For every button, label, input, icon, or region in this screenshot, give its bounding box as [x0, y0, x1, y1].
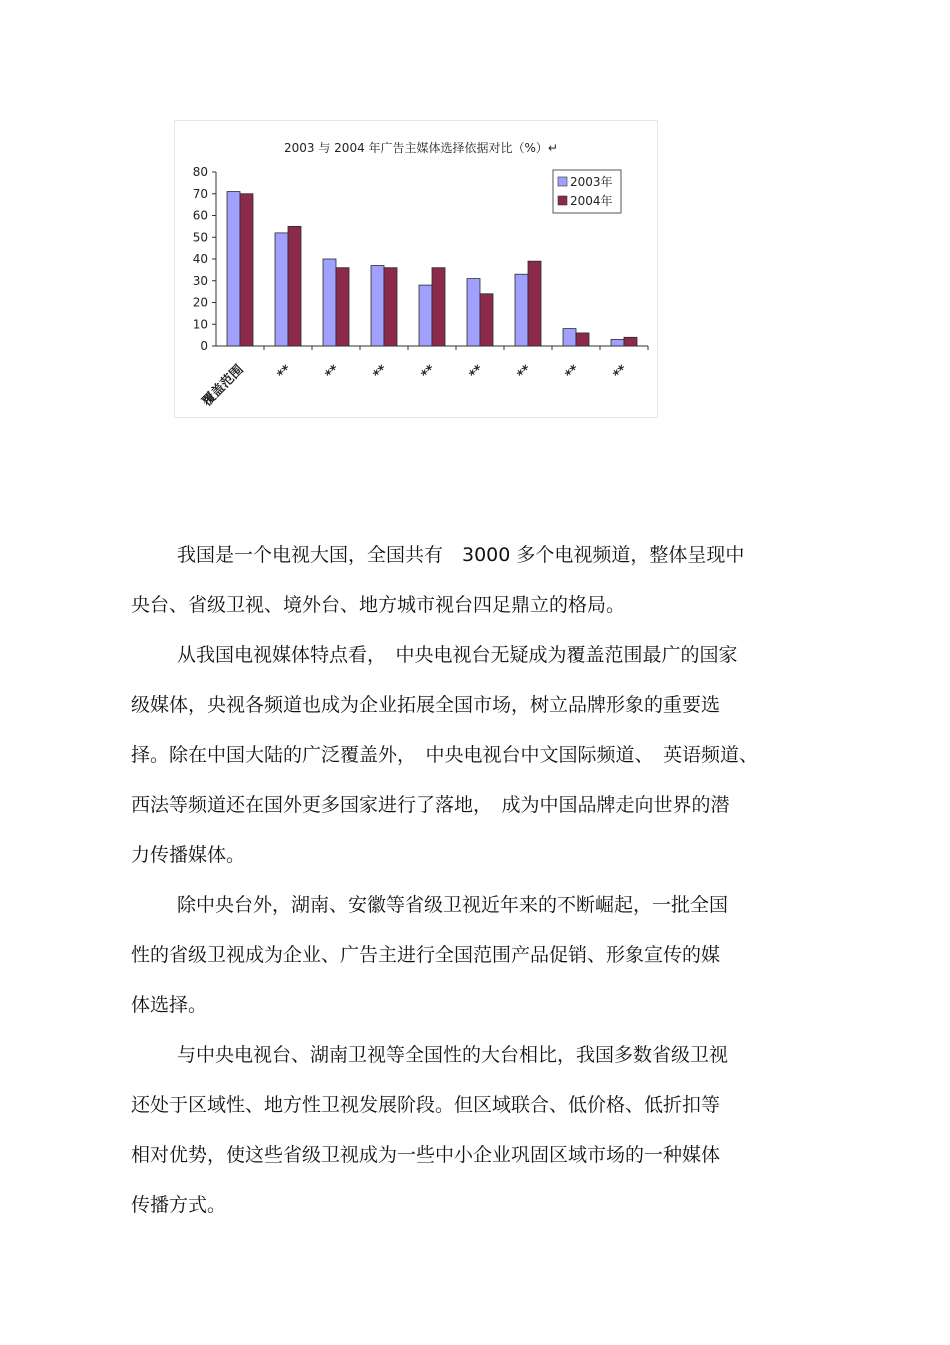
chart-title: 2003 与 2004 年广告主媒体选择依据对比（%）↵ [284, 141, 558, 155]
chart-legend [553, 170, 621, 213]
bar-2004 [384, 268, 397, 346]
paragraph-2-line: 从我国电视媒体特点看， 中央电视台无疑成为覆盖范围最广的国家 [177, 644, 738, 666]
paragraph-3-line: 除中央台外，湖南、安徽等省级卫视近年来的不断崛起，一批全国 [177, 894, 729, 916]
x-tick-label: ** [514, 362, 535, 383]
paragraph-4-line: 还处于区域性、地方性卫视发展阶段。但区域联合、低价格、低折扣等 [131, 1094, 721, 1116]
legend-swatch-2004 [558, 196, 567, 205]
paragraph-1-line: 我国是一个电视大国，全国共有 3000 多个电视频道，整体呈现中 [177, 544, 745, 566]
x-tick-label: ** [322, 362, 343, 383]
bar-2003 [323, 259, 336, 346]
legend-label-2003: 2003年 [570, 175, 613, 189]
legend-label-2004: 2004年 [570, 194, 613, 208]
bar-chart [174, 120, 658, 418]
x-tick-label: ** [370, 362, 391, 383]
paragraph-2-line: 力传播媒体。 [131, 844, 246, 866]
y-tick-label: 20 [192, 295, 208, 310]
bar-2004 [432, 268, 445, 346]
paragraph-3-line: 体选择。 [131, 994, 208, 1016]
bar-2003 [371, 266, 384, 346]
bar-2004 [576, 333, 589, 346]
bar-2004 [288, 226, 301, 346]
y-tick-label: 60 [192, 208, 208, 223]
x-tick-label: ** [466, 362, 487, 383]
bar-2004 [240, 194, 253, 346]
bar-2003 [515, 274, 528, 346]
x-tick-label: ** [610, 362, 631, 383]
x-tick-label: 覆盖范围 [199, 362, 247, 410]
y-tick-label: 40 [192, 252, 208, 266]
bar-2003 [611, 339, 624, 346]
chart-svg [174, 120, 658, 418]
legend-swatch-2003 [558, 177, 567, 186]
y-tick-label: 30 [192, 273, 208, 288]
paragraph-2-line: 择。除在中国大陆的广泛覆盖外， 中央电视台中文国际频道、 英语频道、 [131, 744, 759, 766]
x-tick-label: ** [562, 362, 583, 383]
y-tick-label: 50 [192, 230, 208, 245]
x-tick-label: ** [418, 362, 439, 383]
bar-2003 [419, 285, 432, 346]
paragraph-2-line: 西法等频道还在国外更多国家进行了落地， 成为中国品牌走向世界的潜 [131, 794, 730, 816]
bar-2003 [227, 192, 240, 346]
paragraph-3-line: 性的省级卫视成为企业、广告主进行全国范围产品促销、形象宣传的媒 [131, 944, 721, 966]
bar-2004 [336, 268, 349, 346]
bar-2004 [528, 261, 541, 346]
bar-2003 [563, 329, 576, 346]
bar-2004 [480, 294, 493, 346]
paragraph-2-line: 级媒体，央视各频道也成为企业拓展全国市场，树立品牌形象的重要选 [131, 694, 721, 716]
y-tick-label: 80 [192, 165, 208, 179]
y-tick-label: 10 [192, 317, 208, 332]
y-tick-label: 70 [192, 186, 208, 201]
paragraph-4-line: 相对优势，使这些省级卫视成为一些中小企业巩固区域市场的一种媒体 [131, 1144, 721, 1166]
bar-2003 [467, 279, 480, 346]
paragraph-4-line: 传播方式。 [131, 1194, 227, 1216]
bar-2004 [624, 337, 637, 346]
bar-2003 [275, 233, 288, 346]
y-tick-label: 0 [200, 339, 208, 353]
paragraph-1-line: 央台、省级卫视、境外台、地方城市视台四足鼎立的格局。 [131, 594, 626, 616]
x-tick-label: ** [274, 362, 295, 383]
paragraph-4-line: 与中央电视台、湖南卫视等全国性的大台相比，我国多数省级卫视 [177, 1044, 729, 1066]
